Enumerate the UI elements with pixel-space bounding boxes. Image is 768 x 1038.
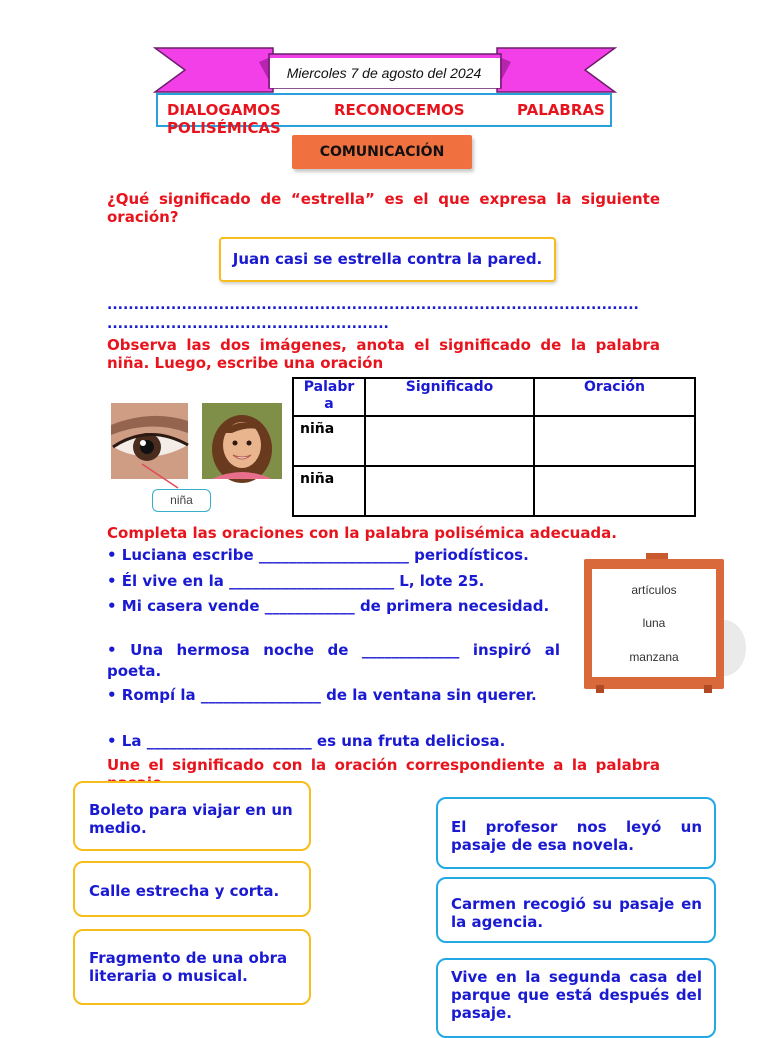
sentence-5: • Rompí la ________________ de la ventana sin querer.	[107, 686, 537, 704]
answer-line-2[interactable]: .....................................................	[107, 316, 389, 332]
header-oracion: Oración	[534, 378, 695, 416]
oracion-cell[interactable]	[534, 466, 695, 516]
sentence-box[interactable]	[436, 797, 716, 869]
meaning-box[interactable]	[73, 929, 311, 1005]
oracion-cell[interactable]	[534, 416, 695, 466]
meaning-text: Fragmento de una obra literaria o musical.	[89, 949, 288, 985]
date-label: Miercoles 7 de agosto del 2024	[286, 65, 482, 81]
meaning-box[interactable]	[73, 861, 311, 917]
sentence-6: • La ______________________ es una fruta deliciosa.	[107, 732, 506, 750]
sentence-text: Carmen recogió su pasaje en la agencia.	[451, 895, 702, 931]
instruction-completa: Completa las oraciones con la palabra polisémica adecuada.	[107, 524, 617, 542]
girl-image	[202, 403, 282, 479]
meaning-box[interactable]	[73, 781, 311, 851]
table-row	[293, 466, 695, 516]
word-table	[292, 377, 696, 517]
answer-line-1[interactable]: ....................................................................................................	[107, 297, 639, 313]
header-palabra: Palabra	[293, 378, 365, 416]
sentence-text: Vive en la segunda casa del parque que está después del pasaje.	[451, 968, 702, 1022]
page-title	[156, 93, 612, 137]
sentence-2: • Él vive en la ______________________ L, lote 25.	[107, 572, 485, 590]
meaning-text: Calle estrecha y corta.	[89, 882, 280, 900]
word-bank-item: luna	[642, 616, 666, 630]
title-word-2: RECONOCEMOS	[334, 101, 465, 119]
instruction-une: Une el significado con la oración correspondiente a la palabra	[107, 756, 660, 774]
word-bank-board	[584, 553, 744, 693]
subject-badge: COMUNICACIÓN	[292, 135, 472, 169]
sentence-box[interactable]	[436, 877, 716, 943]
header-significado: Significado	[365, 378, 534, 416]
word-bank-item: artículos	[631, 583, 677, 597]
sentence-1: • Luciana escribe ____________________ periodísticos.	[107, 546, 529, 564]
sentence-text: El profesor nos leyó un pasaje de esa novela.	[451, 818, 702, 854]
sentence-4: • Una hermosa noche de _____________ inspiró al poeta.	[107, 641, 560, 680]
row-word: niña	[293, 466, 365, 516]
title-word-3: PALABRAS	[517, 101, 605, 119]
title-word-4: POLISÉMICAS	[167, 119, 281, 137]
significado-cell[interactable]	[365, 466, 534, 516]
title-word-1: DIALOGAMOS	[167, 101, 281, 119]
instruction-nina: Observa las dos imágenes, anota el significado de la palabra niña. Luego, escribe una oración	[107, 336, 660, 372]
example-sentence: Juan casi se estrella contra la pared.	[232, 250, 543, 268]
pointer-line	[140, 462, 180, 492]
row-word: niña	[293, 416, 365, 466]
image-label-nina: niña	[152, 489, 211, 512]
sentence-box[interactable]	[436, 958, 716, 1038]
significado-cell[interactable]	[365, 416, 534, 466]
meaning-text: Boleto para viajar en un medio.	[89, 801, 293, 837]
example-sentence-box	[219, 237, 556, 282]
question-estrella: ¿Qué significado de “estrella” es el que expresa la siguiente oración?	[107, 190, 660, 226]
table-row	[293, 416, 695, 466]
sentence-3: • Mi casera vende ____________ de primera necesidad.	[107, 597, 550, 615]
word-bank-item: manzana	[629, 650, 679, 664]
